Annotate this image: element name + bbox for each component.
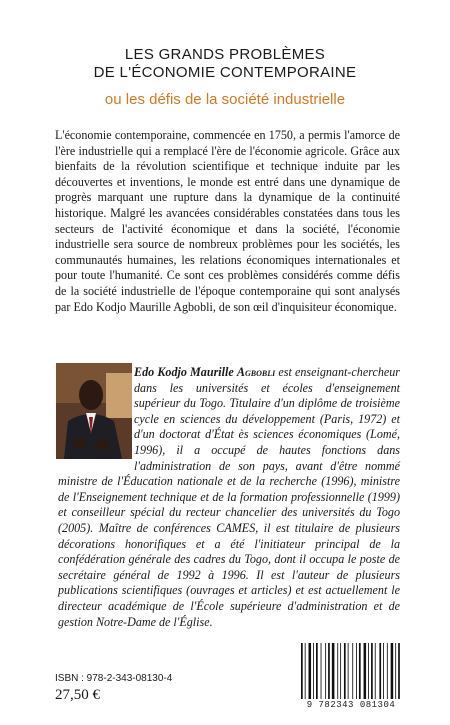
barcode-number: 9 782343 081304 bbox=[306, 700, 396, 710]
book-title-line-2: DE L'ÉCONOMIE CONTEMPORAINE bbox=[93, 64, 357, 81]
book-subtitle: ou les défis de la société industrielle bbox=[104, 91, 346, 108]
barcode-bars bbox=[300, 643, 402, 699]
biography-text: est enseignant-chercheur dans les universités et écoles d'enseignement supérieur du Togo. Titulaire d'un diplôme de troisième cycle en sciences du développement (Paris, 1972) et d'un doctorat d'État ès sciences économiques (Lomé, 1996), il a occupé de hautes fonctions dans l'administration de son pays, avant d'être nommé ministre de l'Éducation nationale et de la recherche (1996), ministre de l'Enseignement technique et de la formation professionnelle (1999) et conseilleur spécial du recteur chancelier des universités du Togo (2005). Maître de conférences CAMES, il est titulaire de plusieurs décorations honorifiques et a été l'initiateur principal de la confédération générale des cadres du Togo, dont il occupa le poste de secrétaire général de 1992 à 1996. Il est l'auteur de plusieurs publications scientifiques (ouvrages et articles) et est actuellement le directeur académique de l'École supérieure d'administration et de gestion Notre-Dame de l'Église. bbox=[58, 365, 400, 629]
price: 27,50 € bbox=[55, 687, 100, 703]
title-block bbox=[0, 46, 450, 110]
portrait-spacer bbox=[56, 365, 134, 461]
back-cover-summary: L'économie contemporaine, commencée en 1750, a permis l'amorce de l'ère industrielle qui a remplacé l'ère de l'économie agricole. Grâce aux bienfaits de la révolution scientifique et technique induite par les découvertes et inventions, le monde est entré dans une dynamique de progrès marquant une rupture dans la dynamique de la continuité historique. Malgré les avancées considérables constatées dans tous les secteurs de l'activité économique et dans la société, l'économie industrielle sera source de nombreux problèmes pour les sociétés, les communautés humaines, les relations économiques internationales et pour toute l'humanité. Ce sont ces problèmes considérés comme défis de la société industrielle de l'époque contemporaine qui sont analysés par Edo Kodjo Maurille Agbobli, de son œil d'inquisiteur économique. bbox=[55, 128, 400, 314]
author-first-names: Edo Kodjo Maurille bbox=[134, 365, 234, 379]
author-last-name: Agbobli bbox=[236, 365, 276, 379]
book-title-line-1: LES GRANDS PROBLÈMES bbox=[124, 46, 326, 63]
isbn: ISBN : 978-2-343-08130-4 bbox=[55, 673, 173, 684]
author-biography bbox=[58, 365, 400, 630]
